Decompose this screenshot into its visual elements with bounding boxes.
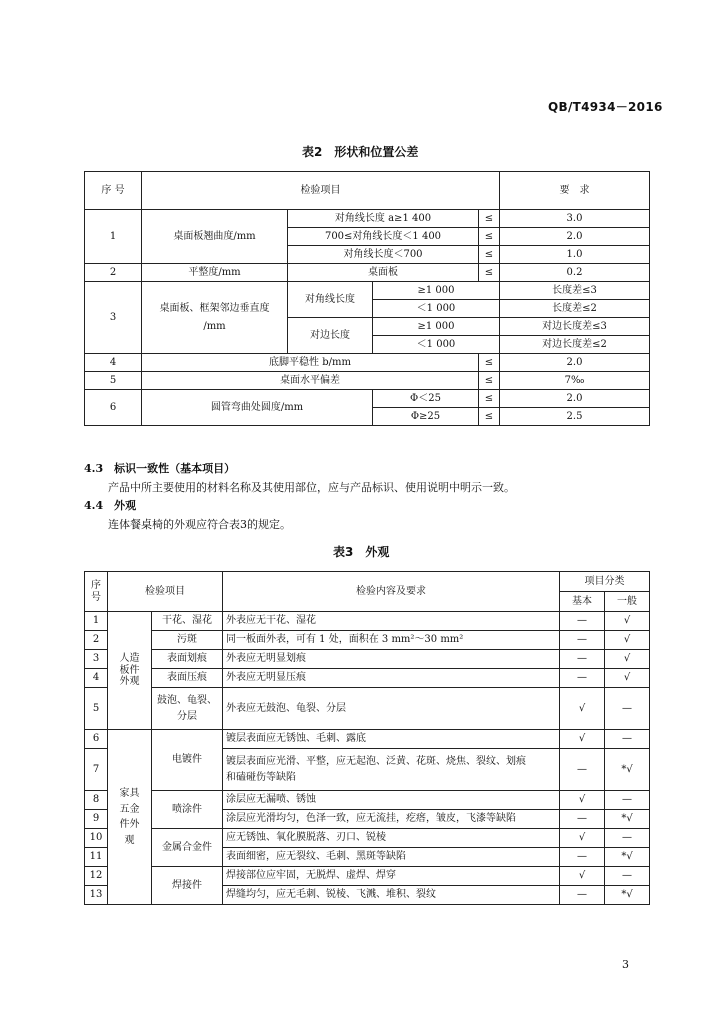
t3-cell-general: *√ (605, 810, 650, 829)
t2-cell-item: 底脚平稳性 b/mm (142, 354, 479, 372)
table2-caption: 表2 形状和位置公差 (302, 145, 419, 159)
t3-group-line: 观 (124, 834, 135, 846)
t3-cell-general: — (605, 791, 650, 810)
t2-cell-req: 2.5 (500, 408, 650, 426)
t2-item-line: 桌面板、框架邻边垂直度 (159, 303, 270, 314)
t2-cell-cond: ＜1 000 (373, 300, 500, 318)
t3-cell-basic: √ (560, 688, 605, 730)
t2-cell-rel: ≤ (479, 264, 500, 282)
t3-header-general: 一般 (605, 592, 650, 612)
t3-cell-general: *√ (605, 886, 650, 905)
t2-cell-rel: ≤ (479, 354, 500, 372)
t3-group-line: 家具 (119, 788, 140, 799)
t3-cell-content: 外表应无明显划痕 (223, 650, 560, 669)
t2-cell-req: 长度差≤3 (500, 282, 650, 300)
t2-cell-no: 1 (85, 210, 142, 264)
t3-cell-general: *√ (605, 848, 650, 867)
t3-header-basic: 基本 (560, 592, 605, 612)
t3-cell-no: 9 (85, 810, 108, 829)
t2-cell-group: 对边长度 (288, 318, 373, 354)
t3-header-no (85, 572, 108, 612)
t3-cell-sub (152, 688, 223, 730)
t3-cell-no: 4 (85, 669, 108, 688)
t3-sub-line: 鼓泡、龟裂、 (157, 694, 217, 706)
page-number: 3 (622, 958, 629, 971)
t3-cell-content: 应无锈蚀、氧化膜脱落、刃口、锐棱 (223, 829, 560, 848)
t2-cell-sub: 对角线长度＜700 (288, 246, 479, 264)
t3-cell-basic: — (560, 612, 605, 631)
t2-cell-rel: ≤ (479, 372, 500, 390)
t2-cell-no: 2 (85, 264, 142, 282)
t3-cell-no: 10 (85, 829, 108, 848)
t2-cell-req: 长度差≤2 (500, 300, 650, 318)
t2-header-item: 检验项目 (142, 172, 500, 210)
t2-cell-req: 7‰ (500, 372, 650, 390)
t3-cell-content: 涂层应光滑均匀，色泽一致，应无流挂，疙瘩，皱皮，飞漆等缺陷 (223, 810, 560, 829)
t3-cell-no: 12 (85, 867, 108, 886)
t3-cell-basic: √ (560, 730, 605, 749)
table2-shape-position-tolerance (84, 171, 650, 426)
t2-cell-req: 对边长度差≤3 (500, 318, 650, 336)
t2-cell-req: 2.0 (500, 390, 650, 408)
t3-cell-no: 6 (85, 730, 108, 749)
t3-group-metal (108, 730, 152, 905)
t2-cell-no: 5 (85, 372, 142, 390)
table3-caption: 表3 外观 (333, 545, 390, 559)
t2-cell-rel: ≤ (479, 390, 500, 408)
t3-header-item: 检验项目 (108, 572, 223, 612)
t3-cell-content: 涂层应无漏喷、锈蚀 (223, 791, 560, 810)
standard-number: QB/T4934－2016 (548, 100, 663, 114)
t3-group-line: 件外 (119, 819, 140, 830)
t3-group-paint: 喷涂件 (152, 791, 223, 829)
t3-cell-general: — (605, 688, 650, 730)
t3-cell-sub: 表面压痕 (152, 669, 223, 688)
t3-cell-general: — (605, 829, 650, 848)
t3-content-line: 和磕碰伤等缺陷 (226, 772, 296, 783)
t3-cell-no: 2 (85, 631, 108, 650)
section-4-4-text: 连体餐桌椅的外观应符合表3的规定。 (108, 518, 291, 531)
t3-cell-basic: — (560, 848, 605, 867)
t3-cell-content: 同一板面外表，可有 1 处，面积在 3 mm²～30 mm² (223, 631, 560, 650)
t3-group-board (108, 612, 152, 730)
t2-item-line: /mm (203, 320, 226, 332)
t3-cell-content (223, 749, 560, 791)
t2-cell-req: 2.0 (500, 228, 650, 246)
t3-cell-basic: — (560, 749, 605, 791)
t3-cell-general: — (605, 867, 650, 886)
t3-cell-content: 镀层表面应无锈蚀、毛刺、露底 (223, 730, 560, 749)
t2-cell-rel: ≤ (479, 210, 500, 228)
t3-cell-general: √ (605, 669, 650, 688)
t3-cell-no: 13 (85, 886, 108, 905)
t2-cell-item (142, 282, 288, 354)
t3-cell-content: 焊缝均匀，应无毛刺、锐棱、飞溅、堆积、裂纹 (223, 886, 560, 905)
section-4-3-title: 4.3 标识一致性（基本项目） (84, 462, 236, 475)
t2-cell-no: 6 (85, 390, 142, 426)
t3-header-no-line: 序 (91, 580, 101, 591)
t2-cell-req: 0.2 (500, 264, 650, 282)
t3-cell-basic: √ (560, 829, 605, 848)
t3-cell-basic: — (560, 810, 605, 829)
t3-cell-content: 外表应无明显压痕 (223, 669, 560, 688)
t2-cell-item: 平整度/mm (142, 264, 288, 282)
t2-header-no: 序 号 (85, 172, 142, 210)
t3-cell-no: 7 (85, 749, 108, 791)
t2-cell-cond: ＜1 000 (373, 336, 500, 354)
t3-header-no-line: 号 (91, 591, 101, 603)
t2-cell-sub: Φ≥25 (373, 408, 479, 426)
t3-cell-basic: — (560, 650, 605, 669)
t3-cell-no: 3 (85, 650, 108, 669)
t3-group-line: 板件 (119, 664, 140, 676)
t3-cell-no: 11 (85, 848, 108, 867)
section-4-4-title: 4.4 外观 (84, 499, 137, 512)
t3-cell-content: 外表应无干花、湿花 (223, 612, 560, 631)
t2-cell-item: 桌面水平偏差 (142, 372, 479, 390)
t2-cell-group: 对角线长度 (288, 282, 373, 318)
t3-group-weld: 焊接件 (152, 867, 223, 905)
t2-cell-rel: ≤ (479, 228, 500, 246)
t3-header-content: 检验内容及要求 (223, 572, 560, 612)
t2-cell-sub: 对角线长度 a≥1 400 (288, 210, 479, 228)
t2-cell-sub: Φ＜25 (373, 390, 479, 408)
table3-appearance (84, 571, 650, 905)
t3-cell-sub: 表面划痕 (152, 650, 223, 669)
t3-cell-no: 8 (85, 791, 108, 810)
t3-cell-general: — (605, 730, 650, 749)
t3-cell-no: 1 (85, 612, 108, 631)
t3-group-line: 五金 (119, 803, 140, 815)
t3-content-line: 镀层表面应光滑、平整，应无起泡、泛黄、花斑、烧焦、裂纹、划痕 (226, 755, 526, 767)
t3-sub-line: 分层 (177, 711, 197, 722)
t3-cell-basic: — (560, 631, 605, 650)
t3-group-line: 人造 (119, 653, 140, 665)
t2-cell-rel: ≤ (479, 408, 500, 426)
t3-cell-general: √ (605, 612, 650, 631)
t3-group-plating: 电镀件 (152, 730, 223, 791)
t2-cell-req: 2.0 (500, 354, 650, 372)
t2-cell-item: 桌面板翘曲度/mm (142, 210, 288, 264)
t3-cell-content: 外表应无鼓泡、龟裂、分层 (223, 688, 560, 730)
t3-cell-no: 5 (85, 688, 108, 730)
t2-cell-no: 3 (85, 282, 142, 354)
section-4-3-text: 产品中所主要使用的材料名称及其使用部位，应与产品标识、使用说明中明示一致。 (108, 481, 515, 494)
t2-cell-req: 3.0 (500, 210, 650, 228)
t3-cell-sub: 污斑 (152, 631, 223, 650)
t2-cell-item: 圆管弯曲处圆度/mm (142, 390, 373, 426)
t3-cell-basic: — (560, 669, 605, 688)
t2-cell-sub: 700≤对角线长度＜1 400 (288, 228, 479, 246)
t3-header-category: 项目分类 (560, 572, 650, 592)
t3-cell-basic: — (560, 886, 605, 905)
t2-cell-req: 对边长度差≤2 (500, 336, 650, 354)
t3-cell-basic: √ (560, 867, 605, 886)
t3-cell-basic: √ (560, 791, 605, 810)
t2-cell-sub: 桌面板 (288, 264, 479, 282)
t2-cell-req: 1.0 (500, 246, 650, 264)
t3-cell-general: √ (605, 631, 650, 650)
t3-cell-sub: 干花、湿花 (152, 612, 223, 631)
t3-cell-content: 表面细密，应无裂纹、毛刺、黑斑等缺陷 (223, 848, 560, 867)
t3-cell-content: 焊接部位应牢固，无脱焊、虚焊、焊穿 (223, 867, 560, 886)
t2-cell-cond: ≥1 000 (373, 282, 500, 300)
t3-cell-general: √ (605, 650, 650, 669)
t2-cell-cond: ≥1 000 (373, 318, 500, 336)
t3-group-line: 外观 (119, 676, 140, 688)
t3-group-alloy: 金属合金件 (152, 829, 223, 867)
t2-cell-rel: ≤ (479, 246, 500, 264)
t2-header-req: 要 求 (500, 172, 650, 210)
t2-cell-no: 4 (85, 354, 142, 372)
t3-cell-general: *√ (605, 749, 650, 791)
